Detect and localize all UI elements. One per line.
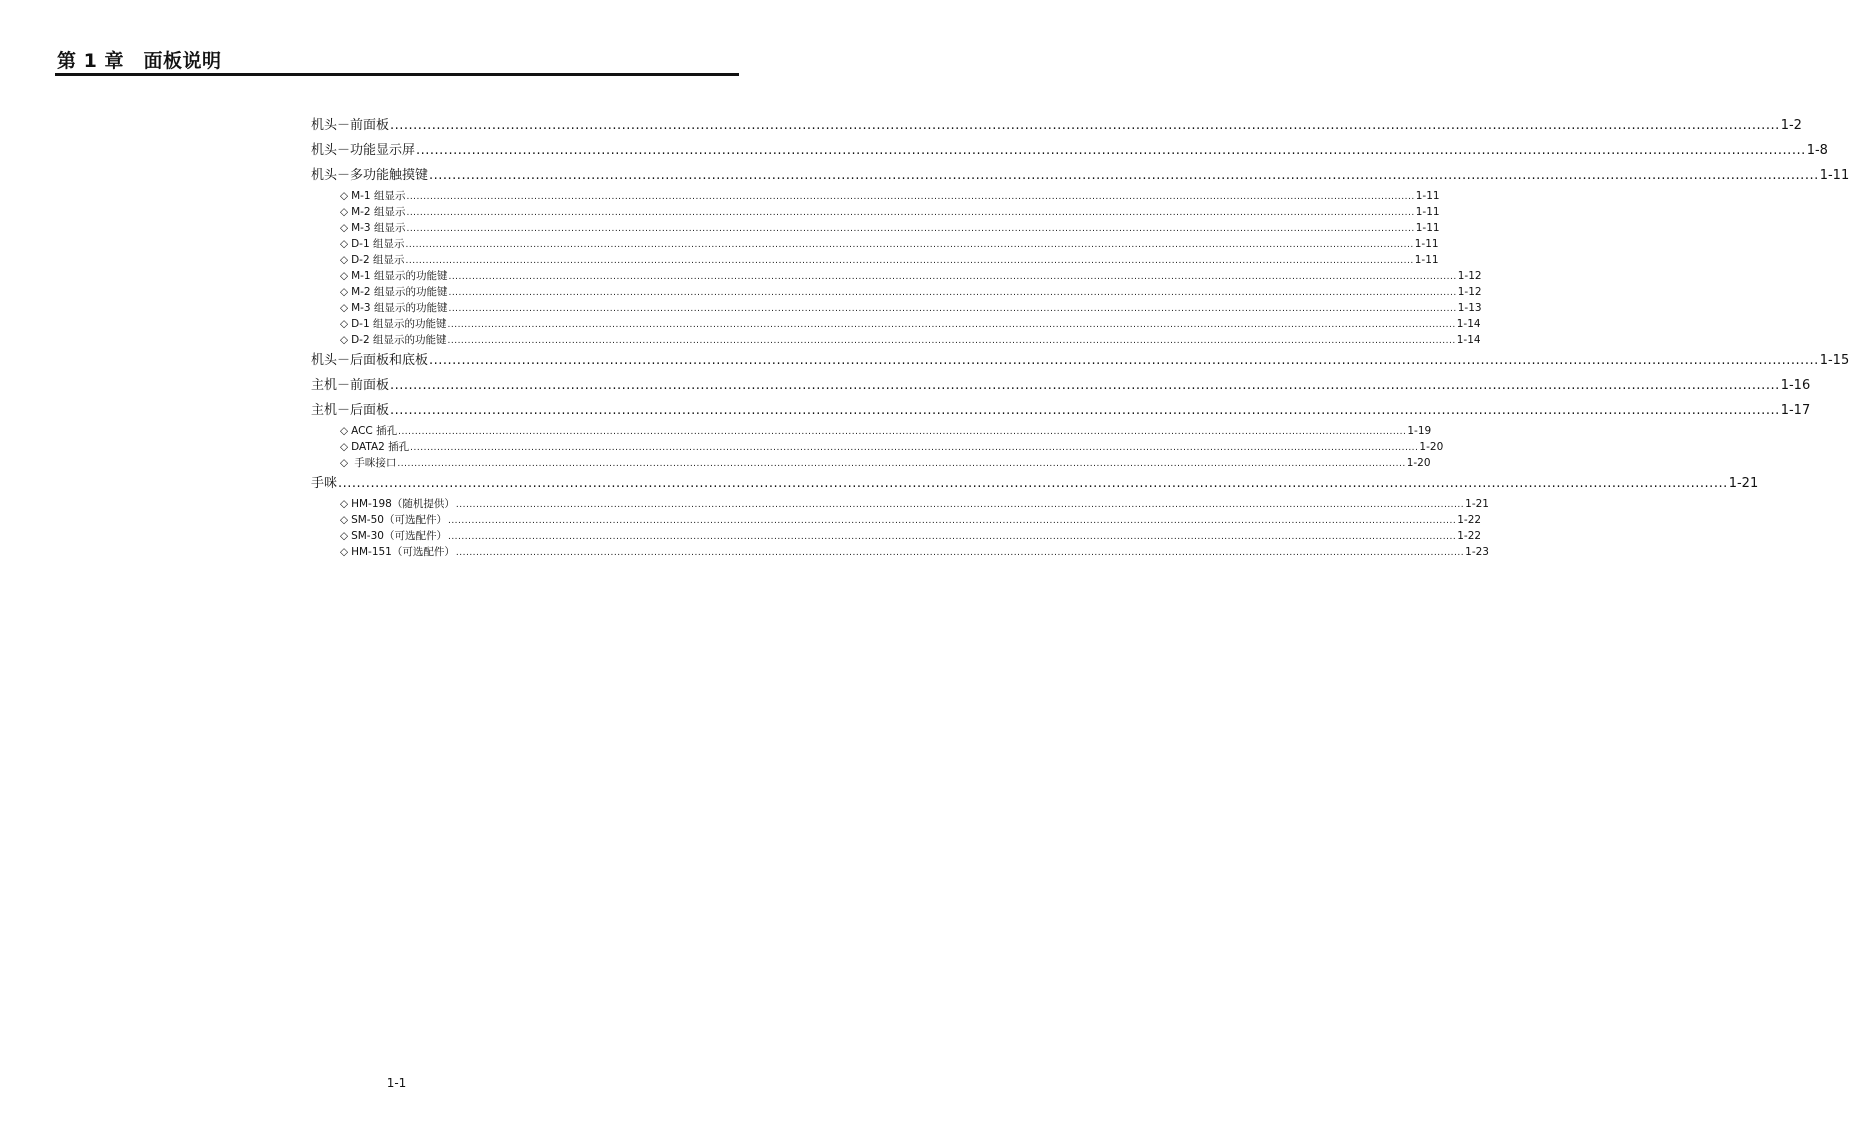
toc-subentry[interactable] xyxy=(311,188,1440,204)
toc-entry-page: 1-8 xyxy=(1806,143,1828,158)
toc-subentry-page: 1-20 xyxy=(1419,441,1444,453)
diamond-bullet-icon: ◇ xyxy=(340,425,349,437)
toc-subentry-label: DATA2 插孔 xyxy=(351,441,410,453)
toc-subentry[interactable] xyxy=(311,528,1482,544)
toc-subentry-title xyxy=(340,544,455,560)
toc-subentry[interactable] xyxy=(311,512,1482,528)
table-of-contents xyxy=(311,113,1849,560)
toc-subentry-page: 1-11 xyxy=(1414,254,1439,266)
dot-leader: ............................................................................................................................................................................................................................................................................................................ xyxy=(448,304,1457,314)
dot-leader: ............................................................................................................................................................................................................................................................................................................ xyxy=(390,118,1780,133)
toc-subentry-page: 1-11 xyxy=(1414,238,1439,250)
toc-entry[interactable] xyxy=(311,348,1849,373)
dot-leader: ............................................................................................................................................................................................................................................................................................................ xyxy=(447,516,1457,526)
toc-entry-page: 1-11 xyxy=(1819,168,1849,183)
dot-leader: ............................................................................................................................................................................................................................................................................................................ xyxy=(338,476,1728,491)
toc-subentry[interactable] xyxy=(311,455,1431,471)
toc-entry-title: 机头－功能显示屏 xyxy=(311,143,416,158)
toc-subentry-page: 1-22 xyxy=(1457,530,1482,542)
toc-subentry-title xyxy=(340,455,396,471)
toc-subentry-title xyxy=(340,236,404,252)
dot-leader: ............................................................................................................................................................................................................................................................................................................ xyxy=(448,288,1457,298)
dot-leader: ............................................................................................................................................................................................................................................................................................................ xyxy=(406,192,1415,202)
diamond-bullet-icon: ◇ xyxy=(340,514,349,526)
dot-leader: ............................................................................................................................................................................................................................................................................................................ xyxy=(390,378,1780,393)
diamond-bullet-icon: ◇ xyxy=(340,222,349,234)
diamond-bullet-icon: ◇ xyxy=(340,457,349,469)
toc-subentry-label: D-1 组显示的功能键 xyxy=(351,318,447,330)
toc-subentry[interactable] xyxy=(311,544,1489,560)
diamond-bullet-icon: ◇ xyxy=(340,190,349,202)
diamond-bullet-icon: ◇ xyxy=(340,238,349,250)
toc-subentry-label: 手咪接口 xyxy=(351,457,397,469)
diamond-bullet-icon: ◇ xyxy=(340,334,349,346)
diamond-bullet-icon: ◇ xyxy=(340,302,349,314)
toc-subentry-page: 1-23 xyxy=(1465,546,1489,558)
page-number: 1-1 xyxy=(386,1076,407,1090)
diamond-bullet-icon: ◇ xyxy=(340,441,349,453)
toc-subentry-title xyxy=(340,512,447,528)
dot-leader: ............................................................................................................................................................................................................................................................................................................ xyxy=(448,272,1457,282)
toc-subentry-page: 1-11 xyxy=(1415,222,1440,234)
toc-subentry-page: 1-20 xyxy=(1406,457,1431,469)
toc-subentry-title xyxy=(340,284,447,300)
diamond-bullet-icon: ◇ xyxy=(340,254,349,266)
toc-subentry-title xyxy=(340,332,446,348)
toc-subentry-label: D-2 组显示 xyxy=(351,254,405,266)
toc-entry[interactable] xyxy=(311,113,1802,138)
diamond-bullet-icon: ◇ xyxy=(340,206,349,218)
diamond-bullet-icon: ◇ xyxy=(340,318,349,330)
toc-subentry-label: M-3 组显示的功能键 xyxy=(351,302,448,314)
toc-subentry[interactable] xyxy=(311,268,1482,284)
toc-entry-title: 机头－后面板和底板 xyxy=(311,353,429,368)
toc-subentry-label: SM-30（可选配件） xyxy=(351,530,447,542)
diamond-bullet-icon: ◇ xyxy=(340,286,349,298)
toc-subentry-title xyxy=(340,496,455,512)
toc-subentry[interactable] xyxy=(311,236,1439,252)
toc-subentry-label: HM-198（随机提供） xyxy=(351,498,455,510)
toc-subentry-label: HM-151（可选配件） xyxy=(351,546,455,558)
toc-subentry-title xyxy=(340,268,447,284)
toc-entry-page: 1-2 xyxy=(1780,118,1802,133)
dot-leader: ............................................................................................................................................................................................................................................................................................................ xyxy=(405,256,1414,266)
dot-leader: ............................................................................................................................................................................................................................................................................................................ xyxy=(455,548,1465,558)
toc-subentry[interactable] xyxy=(311,332,1481,348)
toc-subentry-title xyxy=(340,252,404,268)
toc-subentry[interactable] xyxy=(311,284,1482,300)
toc-entry[interactable] xyxy=(311,163,1849,188)
toc-subentry-title xyxy=(340,204,405,220)
diamond-bullet-icon: ◇ xyxy=(340,270,349,282)
toc-subentry-page: 1-22 xyxy=(1457,514,1482,526)
toc-subentry-page: 1-11 xyxy=(1415,190,1440,202)
toc-subentry-title xyxy=(340,300,447,316)
toc-subentry-label: ACC 插孔 xyxy=(351,425,398,437)
toc-entry-page: 1-15 xyxy=(1819,353,1849,368)
toc-entry-page: 1-17 xyxy=(1780,403,1811,418)
dot-leader: ............................................................................................................................................................................................................................................................................................................ xyxy=(406,208,1415,218)
toc-subentry-label: M-2 组显示的功能键 xyxy=(351,286,448,298)
title-rule xyxy=(55,73,739,76)
toc-subentry-label: M-1 组显示 xyxy=(351,190,406,202)
toc-subentry-label: D-1 组显示 xyxy=(351,238,405,250)
toc-entry-page: 1-21 xyxy=(1728,476,1759,491)
toc-subentry[interactable] xyxy=(311,423,1432,439)
toc-subentry-label: D-2 组显示的功能键 xyxy=(351,334,447,346)
dot-leader: ............................................................................................................................................................................................................................................................................................................ xyxy=(429,168,1819,183)
dot-leader: ............................................................................................................................................................................................................................................................................................................ xyxy=(429,353,1819,368)
dot-leader: ............................................................................................................................................................................................................................................................................................................ xyxy=(405,240,1414,250)
toc-subentry-label: M-3 组显示 xyxy=(351,222,406,234)
toc-subentry-page: 1-12 xyxy=(1457,286,1482,298)
toc-subentry-page: 1-14 xyxy=(1456,318,1481,330)
toc-subentry-title xyxy=(340,439,409,455)
toc-subentry-title xyxy=(340,423,397,439)
toc-entry[interactable] xyxy=(311,398,1811,423)
toc-entry-title: 机头－多功能触摸键 xyxy=(311,168,429,183)
toc-subentry[interactable] xyxy=(311,316,1481,332)
toc-subentry-label: SM-50（可选配件） xyxy=(351,514,447,526)
toc-subentry-page: 1-14 xyxy=(1456,334,1481,346)
toc-subentry-label: M-2 组显示 xyxy=(351,206,406,218)
toc-subentry-page: 1-19 xyxy=(1407,425,1432,437)
toc-subentry-label: M-1 组显示的功能键 xyxy=(351,270,448,282)
toc-subentry[interactable] xyxy=(311,252,1439,268)
dot-leader: ............................................................................................................................................................................................................................................................................................................ xyxy=(406,224,1415,234)
toc-subentry[interactable] xyxy=(311,496,1489,512)
toc-entry[interactable] xyxy=(311,471,1759,496)
diamond-bullet-icon: ◇ xyxy=(340,530,349,542)
toc-subentry[interactable] xyxy=(311,439,1444,455)
toc-subentry-page: 1-13 xyxy=(1457,302,1482,314)
dot-leader: ............................................................................................................................................................................................................................................................................................................ xyxy=(398,427,1407,437)
toc-subentry[interactable] xyxy=(311,220,1440,236)
toc-subentry-title xyxy=(340,188,405,204)
toc-subentry-page: 1-21 xyxy=(1465,498,1489,510)
toc-subentry[interactable] xyxy=(311,204,1440,220)
dot-leader: ............................................................................................................................................................................................................................................................................................................ xyxy=(390,403,1780,418)
toc-subentry-page: 1-11 xyxy=(1415,206,1440,218)
dot-leader: ............................................................................................................................................................................................................................................................................................................ xyxy=(447,336,1456,346)
toc-entry[interactable] xyxy=(311,138,1828,163)
diamond-bullet-icon: ◇ xyxy=(340,546,349,558)
toc-entry-page: 1-16 xyxy=(1780,378,1811,393)
chapter-title: 第 1 章 面板说明 xyxy=(57,50,222,72)
toc-entry[interactable] xyxy=(311,373,1811,398)
toc-entry-title: 主机－后面板 xyxy=(311,403,390,418)
dot-leader: ............................................................................................................................................................................................................................................................................................................ xyxy=(447,532,1457,542)
toc-subentry-title xyxy=(340,528,447,544)
dot-leader: ............................................................................................................................................................................................................................................................................................................ xyxy=(397,459,1406,469)
toc-entry-title: 机头－前面板 xyxy=(311,118,390,133)
toc-entry-title: 手咪 xyxy=(311,476,338,491)
diamond-bullet-icon: ◇ xyxy=(340,498,349,510)
toc-subentry-page: 1-12 xyxy=(1457,270,1482,282)
toc-subentry-title xyxy=(340,316,446,332)
dot-leader: ............................................................................................................................................................................................................................................................................................................ xyxy=(447,320,1456,330)
dot-leader: ............................................................................................................................................................................................................................................................................................................ xyxy=(416,143,1806,158)
toc-subentry-title xyxy=(340,220,405,236)
dot-leader: ............................................................................................................................................................................................................................................................................................................ xyxy=(455,500,1465,510)
toc-subentry[interactable] xyxy=(311,300,1482,316)
dot-leader: ............................................................................................................................................................................................................................................................................................................ xyxy=(410,443,1419,453)
toc-entry-title: 主机－前面板 xyxy=(311,378,390,393)
